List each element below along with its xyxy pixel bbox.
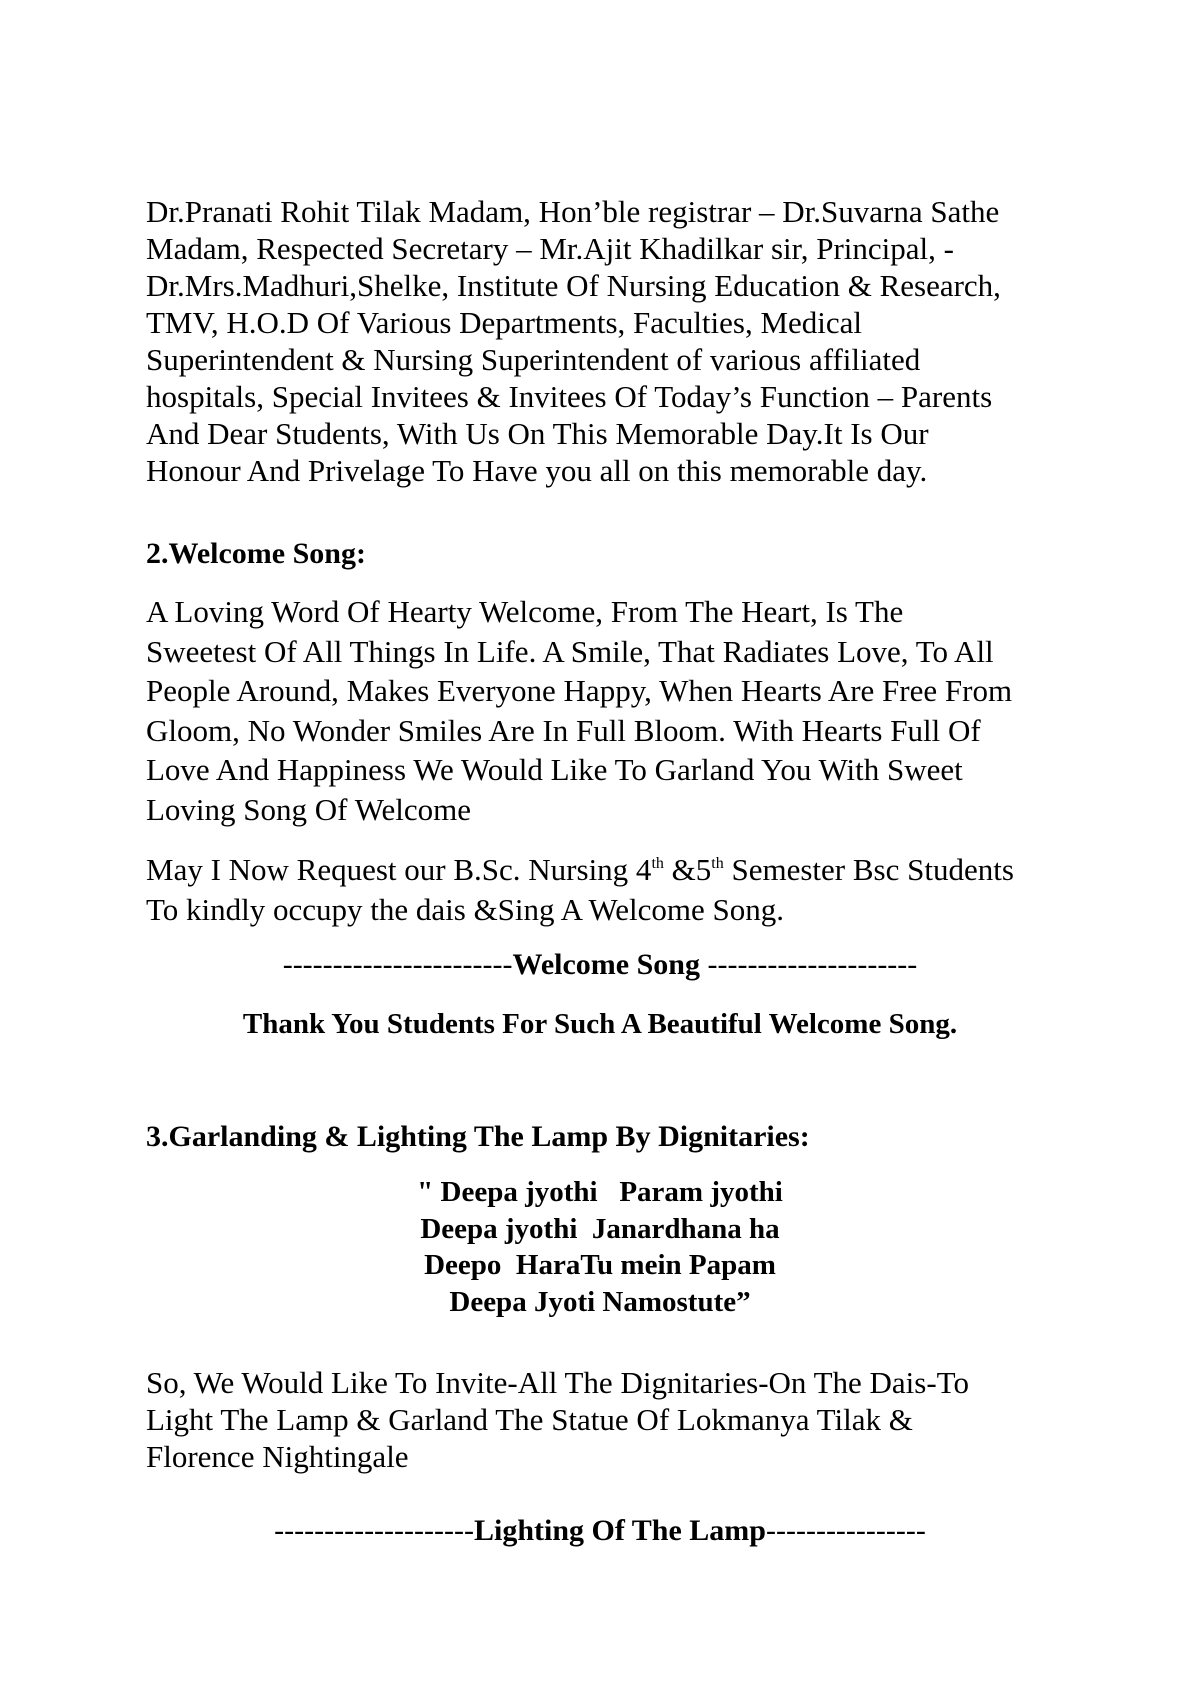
intro-line: hospitals, Special Invitees & Invitees Of Today’s Function – Parents [146, 379, 993, 414]
welcome-line: People Around, Makes Everyone Happy, When Hearts Are Free From [146, 673, 1013, 709]
request-text-3: Semester Bsc Students [723, 852, 1014, 887]
request-text-2: &5 [663, 852, 712, 887]
divider-dashes: ----------------------- [282, 948, 513, 981]
request-line [146, 850, 1076, 890]
intro-line: TMV, H.O.D Of Various Departments, Faculties, Medical [146, 305, 863, 340]
poem-line: Deepo HaraTu mein Papam [424, 1249, 776, 1281]
invite-line: Light The Lamp & Garland The Statue Of Lokmanya Tilak & [146, 1402, 913, 1437]
welcome-paragraph [146, 592, 1076, 830]
welcome-line: Sweetest Of All Things In Life. A Smile, That Radiates Love, To All [146, 633, 994, 669]
intro-paragraph [146, 193, 1076, 489]
poem-line: Deepa jyothi Janardhana ha [420, 1212, 780, 1245]
divider-dashes: --------------------- [699, 948, 918, 981]
welcome-line: Love And Happiness We Would Like To Garland You With Sweet [146, 752, 963, 788]
request-sup-2: th [711, 855, 724, 872]
intro-line: Dr.Mrs.Madhuri,Shelke, Institute Of Nursing Education & Research, [146, 268, 1001, 303]
welcome-line: A Loving Word Of Hearty Welcome, From The Heart, Is The [146, 594, 904, 629]
request-sup-1: th [651, 855, 664, 872]
divider-dashes: -------------------- [274, 1514, 474, 1547]
welcome-line: Gloom, No Wonder Smiles Are In Full Bloom. With Hearts Full Of [146, 712, 981, 748]
request-paragraph [146, 850, 1076, 929]
intro-line: Honour And Privelage To Have you all on this memorable day. [146, 453, 928, 488]
intro-line: Dr.Pranati Rohit Tilak Madam, Hon’ble registrar – Dr.Suvarna Sathe [146, 194, 1000, 229]
request-line: To kindly occupy the dais &Sing A Welcome Song. [146, 891, 784, 927]
invite-line: So, We Would Like To Invite-All The Dignitaries-On The Dais-To [146, 1365, 969, 1400]
request-text-1: May I Now Request our B.Sc. Nursing 4 [146, 852, 652, 887]
welcome-song-divider [0, 948, 1200, 982]
divider-label: Welcome Song [512, 948, 700, 981]
divider-dashes: ---------------- [766, 1514, 926, 1547]
intro-line: Madam, Respected Secretary – Mr.Ajit Khadilkar sir, Principal, - [146, 231, 954, 266]
lamp-poem [0, 1174, 1200, 1320]
poem-line: " Deepa jyothi Param jyothi [417, 1176, 783, 1208]
intro-line: And Dear Students, With Us On This Memorable Day.It Is Our [146, 416, 929, 451]
invite-paragraph [146, 1364, 1076, 1475]
welcome-line: Loving Song Of Welcome [146, 791, 471, 827]
section3-heading: 3.Garlanding & Lighting The Lamp By Dignitaries: [146, 1120, 810, 1153]
section2-heading: 2.Welcome Song: [146, 537, 366, 570]
thanks-line: Thank You Students For Such A Beautiful Welcome Song. [242, 1008, 958, 1040]
intro-line: Superintendent & Nursing Superintendent of various affiliated [146, 342, 921, 377]
poem-line: Deepa Jyoti Namostute” [449, 1285, 751, 1318]
lighting-lamp-divider [0, 1514, 1200, 1548]
invite-line: Florence Nightingale [146, 1439, 409, 1474]
divider-label: Lighting Of The Lamp [473, 1514, 766, 1547]
